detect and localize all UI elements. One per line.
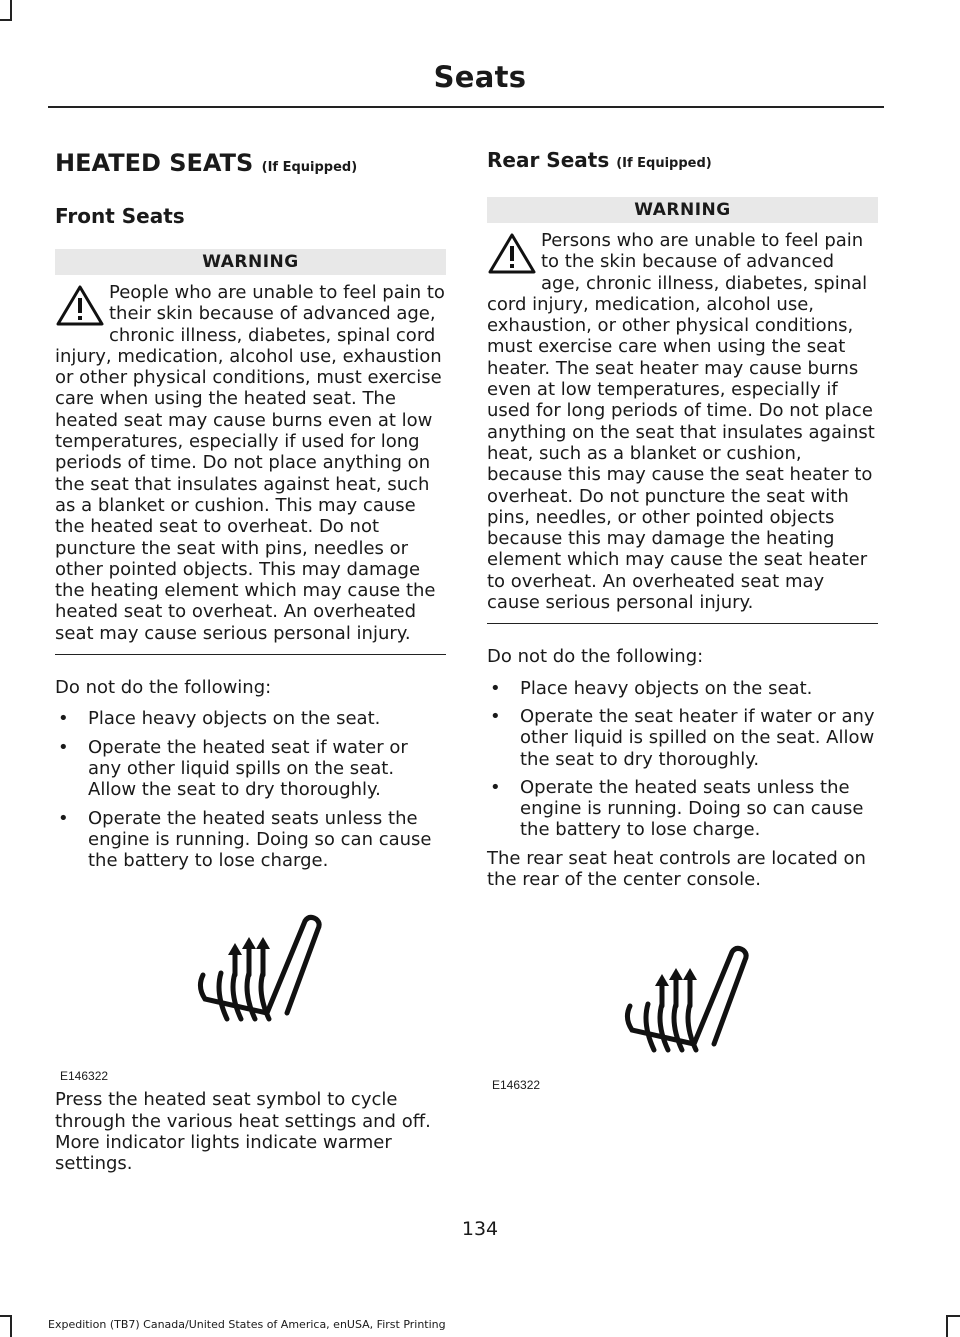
caution-list (487, 678, 878, 841)
section-title-suffix: (If Equipped) (616, 156, 712, 171)
publication-footer: Expedition (TB7) Canada/United States of America, enUSA, First Printing (48, 1318, 446, 1331)
warning-label: WARNING (487, 197, 878, 223)
section-title-text: HEATED SEATS (55, 149, 254, 177)
heated-seat-figure (487, 908, 878, 1098)
warning-text: People who are unable to feel pain to their skin because of advanced age, chronic illness, diabetes, spinal cord injury, medication, alcohol use, exhaustion or other physical conditions, must exercise care when using the heated seat. The heated seat may cause burns even at low temperatures, especially if used for long periods of time. Do not place anything on the seat that insulates against heat, such as a blanket or cushion. This may cause the heated seat to overheat. Do not puncture the seat with pins, needles or other pointed objects. This may damage the heating element which may cause the heated seat to overheat. An overheated seat may cause serious personal injury. (55, 282, 445, 644)
heated-seat-icon (622, 944, 752, 1062)
warning-box (487, 230, 878, 624)
page-header-title: Seats (433, 60, 527, 94)
list-item: • Operate the seat heater if water or any other liquid is spilled on the seat. Allow the seat to dry thoroughly. (487, 706, 878, 770)
warning-triangle-icon (487, 232, 537, 276)
left-column (55, 140, 446, 1175)
figure-id: E146322 (60, 1069, 109, 1084)
list-item: • Operate the heated seat if water or any other liquid spills on the seat. Allow the seat to dry thoroughly. (55, 737, 446, 801)
section-title (487, 145, 878, 179)
section-title-suffix: (If Equipped) (261, 160, 358, 175)
intro-text: Do not do the following: (487, 646, 704, 668)
list-item: • Operate the heated seats unless the engine is running. Doing so can cause the battery to lose charge. (55, 808, 446, 872)
page-number: 134 (461, 1218, 499, 1240)
caution-list (55, 708, 446, 871)
body-text: Press the heated seat symbol to cycle through the various heat settings and off. More indicator lights indicate warmer settings. (55, 1089, 431, 1175)
intro-text: Do not do the following: (55, 677, 272, 699)
warning-box (55, 282, 446, 655)
list-item: • Operate the heated seats unless the engine is running. Doing so can cause the battery to lose charge. (487, 777, 878, 841)
crop-mark (946, 1315, 960, 1317)
heated-seat-figure (55, 899, 446, 1089)
figure-id: E146322 (492, 1078, 541, 1093)
list-item: • Place heavy objects on the seat. (487, 678, 878, 699)
warning-triangle-icon (55, 284, 105, 328)
body-text: The rear seat heat controls are located on the rear of the center console. (487, 847, 866, 891)
crop-mark (10, 0, 12, 20)
crop-mark (946, 1317, 948, 1337)
crop-mark (10, 1317, 12, 1337)
section-title-text: Rear Seats (487, 148, 610, 172)
heated-seat-icon (195, 913, 325, 1031)
warning-text: Persons who are unable to feel pain to the skin because of advanced age, chronic illness, diabetes, spinal cord injury, medication, alcohol use, exhaustion, or other physical conditions, must exercise care when using the seat heater. The seat heater may cause burns even at low temperatures, especially if used for long periods of time. Do not place anything on the seat that insulates against heat, such as a blanket or cushion, because this may cause the seat heater to overheat. Do not puncture the seat with pins, needles, or other pointed objects because this may damage the heating element which may cause the seat heater to overheat. An overheated seat may cause serious personal injury. (487, 230, 875, 614)
warning-label: WARNING (55, 249, 446, 275)
crop-mark (0, 19, 12, 21)
subsection-title: Front Seats (55, 204, 185, 228)
list-item: • Place heavy objects on the seat. (55, 708, 446, 729)
section-title (55, 148, 446, 183)
crop-mark (0, 1315, 12, 1317)
right-column (487, 140, 878, 1098)
header-divider (48, 106, 884, 108)
